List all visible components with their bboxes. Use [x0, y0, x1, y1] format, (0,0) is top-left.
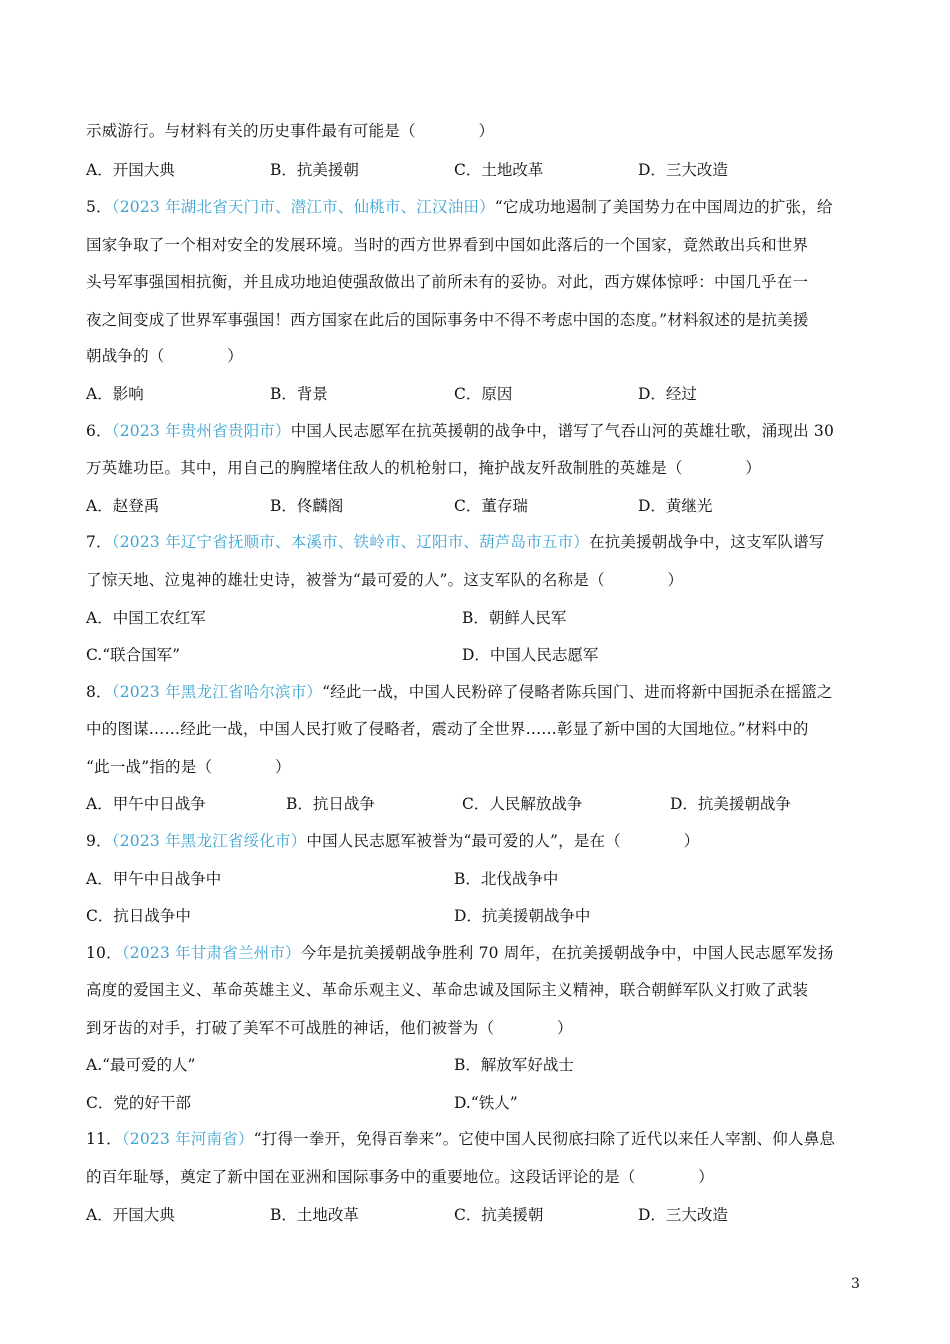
q5-option-c: C．原因	[454, 385, 513, 403]
q6-stem-line-1	[86, 421, 866, 441]
q7-text: 在抗美援朝战争中，这支军队谱写	[589, 533, 825, 551]
q10-option-c: C．党的好干部	[86, 1094, 191, 1112]
q10-option-b: B．解放军好战士	[454, 1056, 574, 1074]
q5-number: 5．	[86, 198, 112, 216]
page-number: 3	[851, 1276, 860, 1292]
q10-stem-line-1	[86, 943, 866, 963]
q7-stem-line-2: 了惊天地、泣鬼神的雄壮史诗，被誉为“最可爱的人”。这支军队的名称是（ ）	[86, 571, 684, 589]
q7-option-c: C.“联合国军”	[86, 646, 181, 664]
q9-source: （2023 年黑龙江省绥化市）	[111, 832, 307, 850]
q4-stem-end: 示威游行。与材料有关的历史事件最有可能是（ ）	[86, 122, 495, 140]
q7-option-a: A．中国工农红军	[86, 609, 206, 627]
q8-option-d: D．抗美援朝战争	[670, 795, 791, 813]
q11-option-a: A．开国大典	[86, 1206, 175, 1224]
q9-option-b: B．北伐战争中	[454, 870, 559, 888]
q7-option-b: B．朝鲜人民军	[462, 609, 567, 627]
q9-option-c: C．抗日战争中	[86, 907, 191, 925]
q8-stem-line-2: 中的图谋……经此一战，中国人民打败了侵略者，震动了全世界……彰显了新中国的大国地位。”材料中的	[86, 720, 809, 738]
q4-option-c: C．土地改革	[454, 161, 544, 179]
q11-stem-line-1	[86, 1129, 866, 1149]
q9-option-a: A．甲午中日战争中	[86, 870, 222, 888]
q7-source: （2023 年辽宁省抚顺市、本溪市、铁岭市、辽阳市、葫芦岛市五市）	[111, 533, 589, 551]
q6-option-b: B．佟麟阁	[270, 497, 344, 515]
q11-number: 11．	[86, 1130, 122, 1148]
q10-number: 10．	[86, 944, 122, 962]
q6-option-a: A．赵登禹	[86, 497, 160, 515]
q6-source: （2023 年贵州省贵阳市）	[111, 422, 291, 440]
q10-stem-line-2: 高度的爱国主义、革命英雄主义、革命乐观主义、革命忠诚及国际主义精神，联合朝鲜军队义打败了武装	[86, 981, 809, 999]
q8-number: 8．	[86, 683, 112, 701]
q4-option-a: A．开国大典	[86, 161, 175, 179]
q10-option-a: A.“最可爱的人”	[86, 1056, 196, 1074]
q8-option-c: C．人民解放战争	[462, 795, 583, 813]
q6-number: 6．	[86, 422, 112, 440]
q11-option-d: D．三大改造	[638, 1206, 728, 1224]
q8-text: “经此一战，中国人民粉碎了侵略者陈兵国门、进而将新中国扼杀在摇篮之	[322, 683, 833, 701]
q11-stem-line-2: 的百年耻辱，奠定了新中国在亚洲和国际事务中的重要地位。这段话评论的是（ ）	[86, 1168, 715, 1186]
q10-option-d: D.“铁人”	[454, 1094, 518, 1112]
q6-text: 中国人民志愿军在抗英援朝的战争中，谱写了气吞山河的英雄壮歌，涌现出 30	[290, 422, 835, 440]
q11-option-b: B．土地改革	[270, 1206, 359, 1224]
q6-stem-line-2: 万英雄功臣。其中，用自己的胸膛堵住敌人的机枪射口，掩护战友歼敌制胜的英雄是（ ）	[86, 459, 762, 477]
q9-number: 9．	[86, 832, 112, 850]
q10-stem-line-3: 到牙齿的对手，打破了美军不可战胜的神话，他们被誉为（ ）	[86, 1019, 573, 1037]
q8-stem-line-3: “此一战”指的是（ ）	[86, 758, 291, 776]
q10-source: （2023 年甘肃省兰州市）	[121, 944, 301, 962]
q7-number: 7．	[86, 533, 112, 551]
q6-option-c: C．董存瑞	[454, 497, 528, 515]
q4-option-d: D．三大改造	[638, 161, 728, 179]
q5-source: （2023 年湖北省天门市、潜江市、仙桃市、江汉油田）	[111, 198, 495, 216]
q11-option-c: C．抗美援朝	[454, 1206, 544, 1224]
q11-source: （2023 年河南省）	[121, 1130, 254, 1148]
q7-stem-line-1	[86, 532, 866, 552]
q5-stem-line-5: 朝战争的（ ）	[86, 347, 244, 365]
q4-option-b: B．抗美援朝	[270, 161, 359, 179]
q5-stem-line-2: 国家争取了一个相对安全的发展环境。当时的西方世界看到中国如此落后的一个国家，竟然敢出兵和世界	[86, 236, 809, 254]
q8-stem-line-1	[86, 682, 866, 702]
q9-text: 中国人民志愿军被誉为“最可爱的人”，是在（ ）	[306, 832, 700, 850]
q9-option-d: D．抗美援朝战争中	[454, 907, 591, 925]
q5-stem-line-1	[86, 197, 866, 217]
q7-option-d: D．中国人民志愿军	[462, 646, 599, 664]
q5-stem-line-3: 头号军事强国相抗衡，并且成功地迫使强敌做出了前所未有的妥协。对此，西方媒体惊呼：中国几乎在一	[86, 273, 809, 291]
q8-source: （2023 年黑龙江省哈尔滨市）	[111, 683, 323, 701]
q5-option-a: A．影响	[86, 385, 144, 403]
q6-option-d: D．黄继光	[638, 497, 713, 515]
q5-text: “它成功地遏制了美国势力在中国周边的扩张，给	[494, 198, 833, 216]
q11-text: “打得一拳开，免得百拳来”。它使中国人民彻底扫除了近代以来任人宰割、仰人鼻息	[253, 1130, 836, 1148]
q9-stem-line-1	[86, 831, 866, 851]
q8-option-b: B．抗日战争	[286, 795, 375, 813]
q5-option-b: B．背景	[270, 385, 328, 403]
q5-stem-line-4: 夜之间变成了世界军事强国！西方国家在此后的国际事务中不得不考虑中国的态度。”材料叙述的是抗美援	[86, 311, 809, 329]
q8-option-a: A．甲午中日战争	[86, 795, 206, 813]
q5-option-d: D．经过	[638, 385, 697, 403]
q10-text: 今年是抗美援朝战争胜利 70 周年，在抗美援朝战争中，中国人民志愿军发扬	[300, 944, 834, 962]
